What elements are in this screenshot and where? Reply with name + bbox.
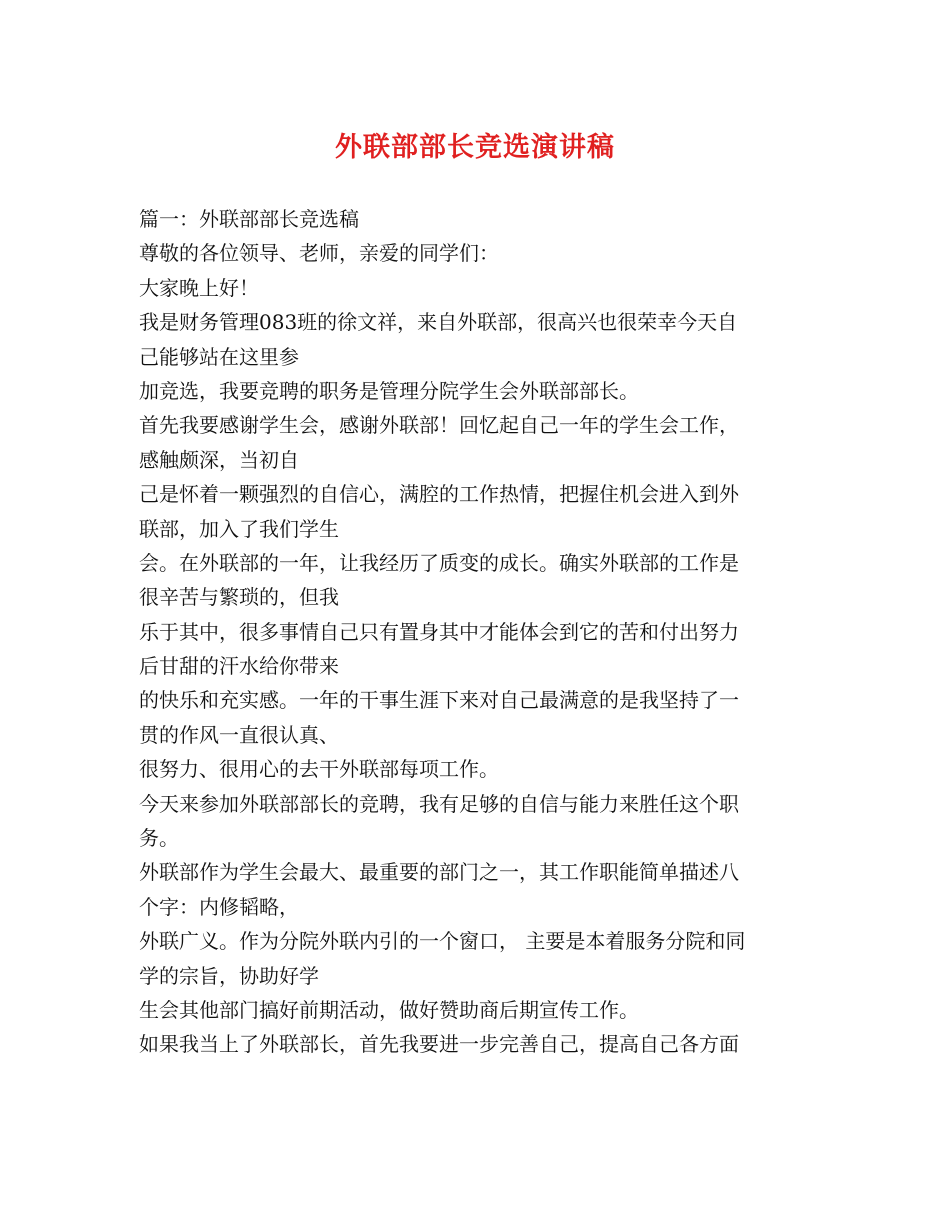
- text-line: 生会其他部门搞好前期活动，做好赞助商后期宣传工作。: [139, 997, 639, 1022]
- text-line: 乐于其中，很多事情自己只有置身其中才能体会到它的苦和付出努力: [139, 619, 739, 644]
- text-line: 首先我要感谢学生会，感谢外联部！回忆起自己一年的学生会工作，: [139, 413, 739, 438]
- text-line: 会。在外联部的一年，让我经历了质变的成长。确实外联部的工作是: [139, 550, 739, 575]
- text-line: 外联部作为学生会最大、最重要的部门之一，其工作职能简单描述八: [139, 860, 739, 885]
- text-line: 外联广义。作为分院外联内引的一个窗口， 主要是本着服务分院和同: [139, 929, 746, 954]
- text-line: 尊敬的各位领导、老师，亲爱的同学们：: [139, 241, 499, 266]
- text-line: 己能够站在这里参: [139, 344, 299, 369]
- text-line: 的快乐和充实感。一年的干事生涯下来对自己最满意的是我坚持了一: [139, 688, 739, 713]
- text-line: 联部，加入了我们学生: [139, 516, 339, 541]
- text-line: 己是怀着一颗强烈的自信心，满腔的工作热情，把握住机会进入到外: [139, 482, 739, 507]
- text-line: 篇一：外联部部长竞选稿: [139, 207, 359, 231]
- text-line: 务。: [139, 826, 179, 851]
- text-line: 感触颇深，当初自: [139, 447, 299, 472]
- text-line: 贯的作风一直很认真、: [139, 722, 339, 747]
- text-line: 今天来参加外联部部长的竞聘，我有足够的自信与能力来胜任这个职: [139, 791, 739, 816]
- document-title: 外联部部长竞选演讲稿: [335, 132, 615, 163]
- text-line: 大家晚上好！: [139, 275, 259, 300]
- text-line: 很辛苦与繁琐的，但我: [139, 585, 339, 610]
- text-line: 我是财务管理083班的徐文祥，来自外联部，很高兴也很荣幸今天自: [139, 310, 738, 335]
- text-line: 很努力、很用心的去干外联部每项工作。: [139, 757, 499, 782]
- text-line: 学的宗旨，协助好学: [139, 963, 319, 988]
- text-line: 个字：内修韬略，: [139, 894, 299, 919]
- text-line: 加竞选，我要竞聘的职务是管理分院学生会外联部部长。: [139, 378, 639, 403]
- text-line: 如果我当上了外联部长，首先我要进一步完善自己，提高自己各方面: [139, 1032, 739, 1057]
- document-body: [139, 202, 817, 1062]
- text-line: 后甘甜的汗水给你带来: [139, 654, 339, 679]
